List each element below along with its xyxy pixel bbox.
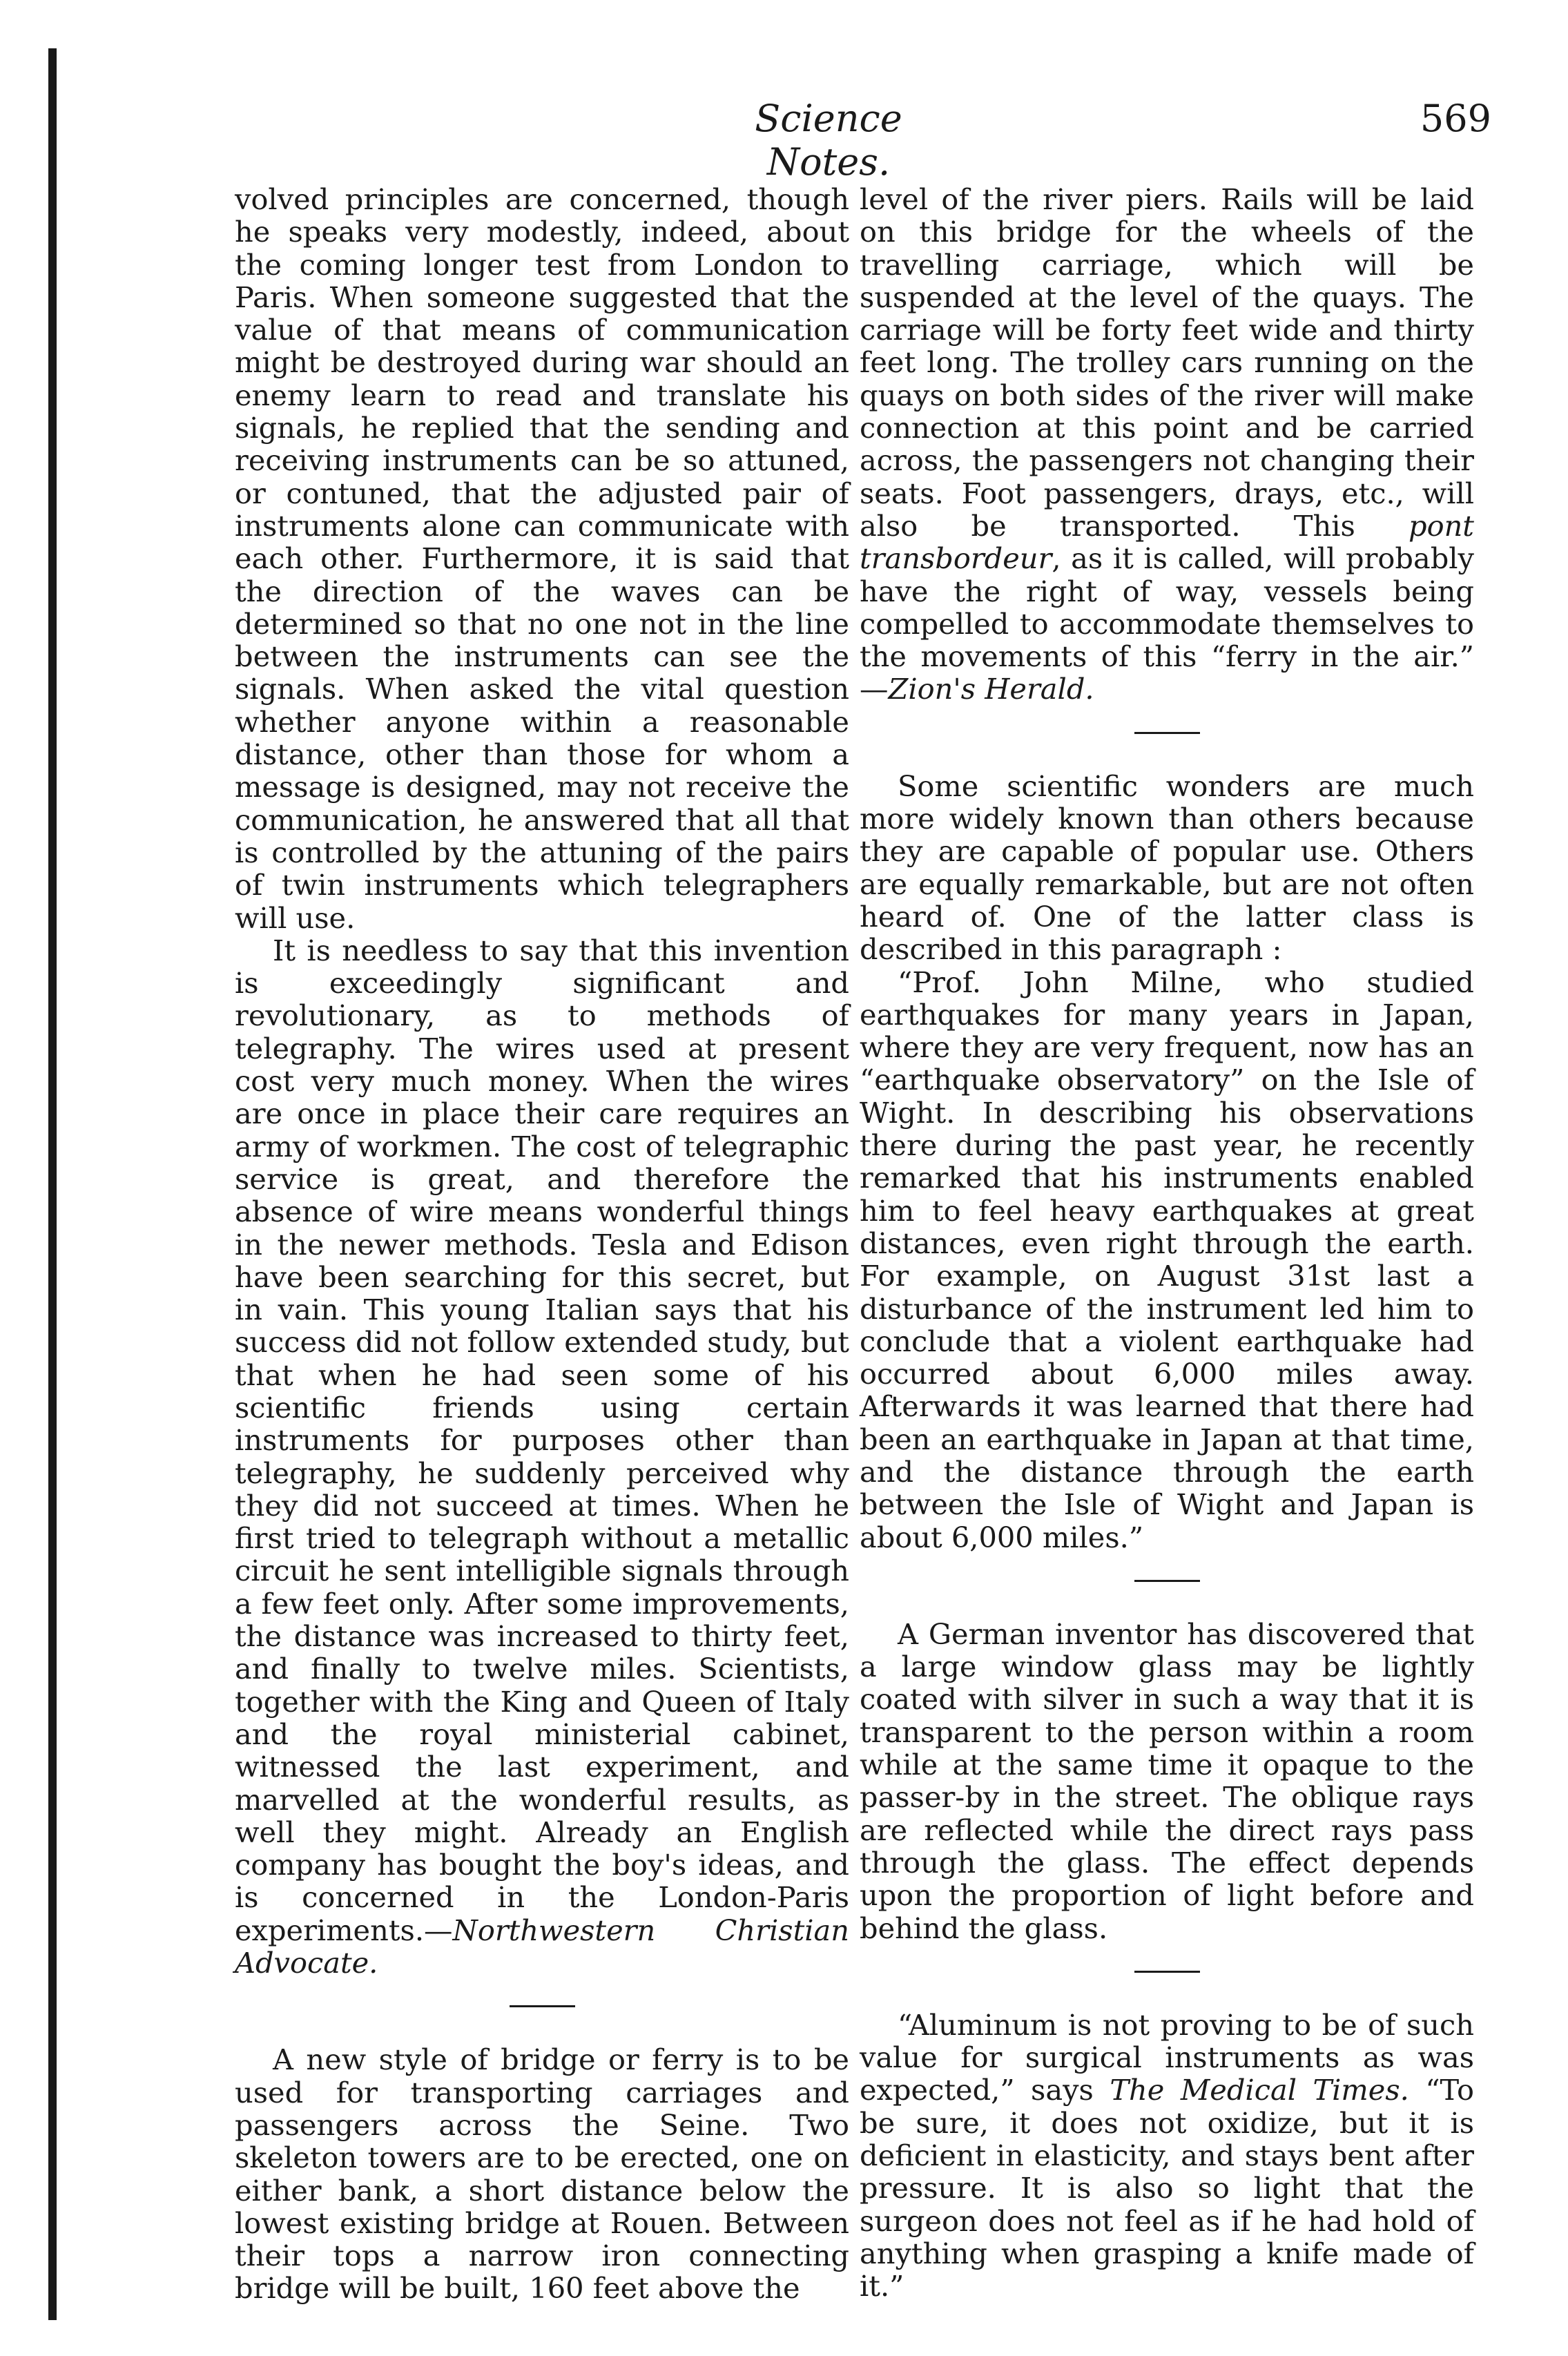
section-divider	[510, 2005, 575, 2007]
paragraph-body: “Aluminum is not proving to be of such value for surgical instruments as was expected,” says	[860, 2007, 1474, 2107]
paragraph-body: level of the river piers. Rails will be laid on this bridge for the wheels of the travelling carriage, which will be suspended at the level of the quays. The carriage will be forty feet wide and thirty feet long. The trolley cars running on the quays on both sides of the river will make connection at this point and be carried across, the passengers not changing their seats. Foot passengers, drays, etc., will also be transported. This	[860, 182, 1474, 543]
right-column	[860, 183, 1474, 2303]
paragraph-bridge-continuation	[860, 183, 1474, 706]
paragraph-body: “To be sure, it does not oxidize, but it is deficient in elasticity, and stays bent after pressure. It is also so light that the surgeon does not feel as if he had hold of anything when grasping a knife made of it.”	[860, 2073, 1474, 2304]
paragraph-milne-quote: “Prof. John Milne, who studied earthquakes for many years in Japan, where they are very frequent, now has an “earthquake observatory” on the Isle of Wight. In describing his observations there during the past year, he recently remarked that his instruments enabled him to feel heavy earthquakes at great distances, even right through the earth. For example, on August 31st last a disturbance of the instrument led him to conclude that a violent earthquake had occurred about 6,000 miles away. Afterwards it was learned that there had been an earthquake in Japan at that time, and the distance through the earth between the Isle of Wight and Japan is about 6,000 miles.”	[860, 965, 1474, 1554]
source-citation: The Medical Times.	[1110, 2073, 1409, 2107]
paragraph-invention-significance	[235, 934, 849, 1980]
source-citation: Northwestern Christian Advocate.	[235, 1913, 849, 1980]
section-divider	[1134, 1580, 1200, 1582]
running-title: Science Notes.	[755, 97, 902, 184]
paragraph-wireless-continuation: volved principles are concerned, though he speaks very modestly, indeed, about the coming longer test from London to Paris. When someone suggested that the value of that means of communication might be destroyed during war should an enemy learn to read and translate his signals, he replied that the sending and receiving instruments can be so attuned, or contuned, that the adjusted pair of instruments alone can communicate with each other. Furthermore, it is said that the direction of the waves can be determined so that no one not in the line between the instruments can see the signals. When asked the vital question whether anyone within a reasonable distance, other than those for whom a message is designed, may not receive the communication, he answered that all that is controlled by the attuning of the pairs of twin instruments which telegraphers will use.	[235, 182, 849, 935]
source-citation: Zion's Herald.	[888, 672, 1094, 706]
section-divider	[1134, 732, 1200, 734]
paragraph-aluminum-quote	[860, 2009, 1474, 2303]
italic-term: pont transbordeur	[860, 508, 1474, 576]
page-number: 569	[1420, 97, 1491, 140]
paragraph-silvered-glass: A German inventor has discovered that a large window glass may be lightly coated with silver in such a way that it is transparent to the person within a room while at the same time it opaque to the passer-by in the street. The oblique rays are reflected while the direct rays pass through the glass. The effect depends upon the proportion of light before and behind the glass.	[860, 1616, 1474, 1945]
paragraph-scientific-wonders: Some scientific wonders are much more widely known than others because they are capable of popular use. Others are equally remarkable, but are not often heard of. One of the latter class is described in this paragraph :	[860, 769, 1474, 967]
paragraph-bridge-ferry: A new style of bridge or ferry is to be used for transporting carriages and passengers across the Seine. Two skeleton towers are to be erected, one on either bank, a short distance below the lowest existing bridge at Rouen. Between their tops a narrow iron connecting bridge will be built, 160 feet above the	[235, 2043, 849, 2306]
left-column	[235, 183, 849, 2305]
paragraph-body: , as it is called, will probably have the right of way, vessels being compelled to accommodate themselves to the movements of this “ferry in the air.” —	[860, 541, 1474, 706]
section-divider	[1134, 1971, 1200, 1973]
binding-edge-rule	[48, 48, 57, 2320]
paragraph-body: It is needless to say that this invention is exceedingly significant and revolutionary, as to methods of telegraphy. The wires used at present cost very much money. When the wires are once in place their care requires an army of workmen. The cost of telegraphic service is great, and therefore the absence of wire means wonderful things in the newer methods. Tesla and Edison have been searching for this secret, but in vain. This young Italian says that his success did not follow extended study, but that when he had seen some of his scientific friends using certain instruments for purposes other than telegraphy, he suddenly perceived why they did not succeed at times. When he first tried to telegraph without a metallic circuit he sent intelligible signals through a few feet only. After some improvements, the distance was increased to thirty feet, and finally to twelve miles. Scientists, together with the King and Queen of Italy and the royal ministerial cabinet, witnessed the last experiment, and marvelled at the wonderful results, as well they might. Already an English company has bought the boy's ideas, and is concerned in the London-Paris experiments.—	[235, 933, 849, 1947]
